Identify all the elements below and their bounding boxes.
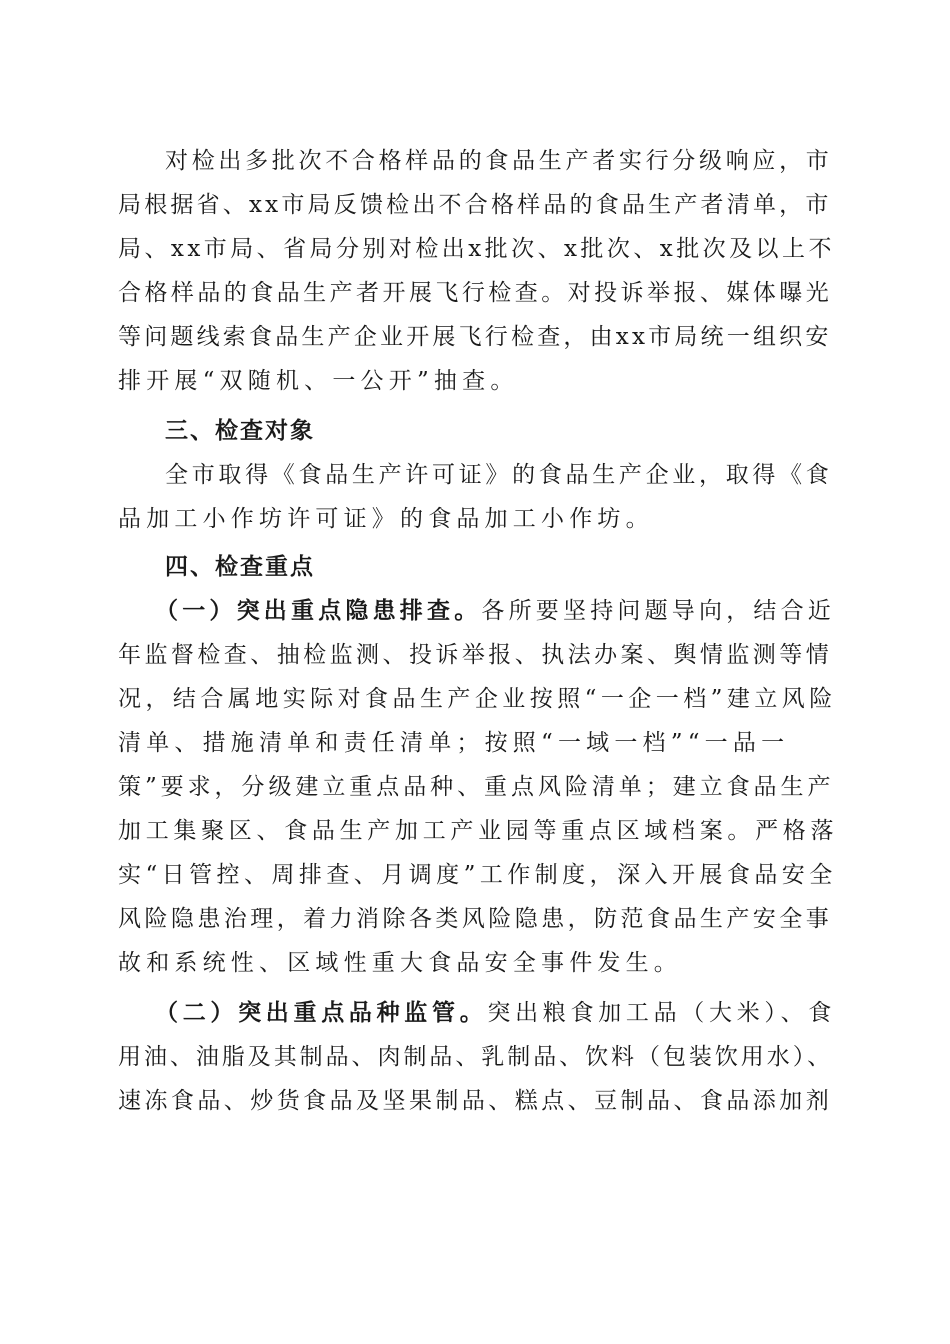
paragraph-line: 实“日管控、周排查、月调度”工作制度，深入开展食品安全 xyxy=(118,862,837,888)
paragraph-line: 品加工小作坊许可证》的食品加工小作坊。 xyxy=(118,506,654,532)
paragraph-line: 全市取得《食品生产许可证》的食品生产企业，取得《食 xyxy=(165,462,833,488)
paragraph-line xyxy=(155,998,838,1028)
paragraph-line: 局根据省、xx市局反馈检出不合格样品的食品生产者清单，市 xyxy=(118,192,832,218)
paragraph-line: 等问题线索食品生产企业开展飞行检查，由xx市局统一组织安 xyxy=(118,324,832,350)
paragraph-line: 策”要求，分级建立重点品种、重点风险清单；建立食品生产 xyxy=(118,774,835,800)
paragraph-text: 突出粮食加工品（大米）、食 xyxy=(487,1000,837,1026)
paragraph-line: 对检出多批次不合格样品的食品生产者实行分级响应，市 xyxy=(165,148,833,174)
subsection-lead: （一）突出重点隐患排查。 xyxy=(155,597,482,624)
paragraph-line: 排开展“双随机、一公开”抽查。 xyxy=(118,368,519,394)
paragraph-line: 风险隐患治理，着力消除各类风险隐患，防范食品生产安全事 xyxy=(118,906,833,932)
paragraph-line xyxy=(155,596,838,626)
paragraph-text: 各所要坚持问题导向，结合近 xyxy=(481,598,836,624)
paragraph-line: 速冻食品、炒货食品及坚果制品、糕点、豆制品、食品添加剂 xyxy=(118,1088,833,1114)
paragraph-line: 加工集聚区、食品生产加工产业园等重点区域档案。严格落 xyxy=(118,818,839,844)
section-heading: 三、检查对象 xyxy=(165,418,315,444)
subsection-lead: （二）突出重点品种监管。 xyxy=(155,999,488,1026)
section-heading: 四、检查重点 xyxy=(165,554,315,580)
paragraph-line: 用油、油脂及其制品、肉制品、乳制品、饮料（包装饮用水）、 xyxy=(118,1044,834,1070)
paragraph-line: 局、xx市局、省局分别对检出x批次、x批次、x批次及以上不 xyxy=(118,236,835,262)
paragraph-line: 合格样品的食品生产者开展飞行检查。对投诉举报、媒体曝光 xyxy=(118,280,833,306)
paragraph-line: 况，结合属地实际对食品生产企业按照“一企一档”建立风险 xyxy=(118,686,837,712)
paragraph-line: 年监督检查、抽检监测、投诉举报、执法办案、舆情监测等情 xyxy=(118,642,833,668)
paragraph-line: 清单、措施清单和责任清单；按照“一域一档”“一品一 xyxy=(118,730,790,756)
paragraph-line: 故和系统性、区域性重大食品安全事件发生。 xyxy=(118,950,682,976)
